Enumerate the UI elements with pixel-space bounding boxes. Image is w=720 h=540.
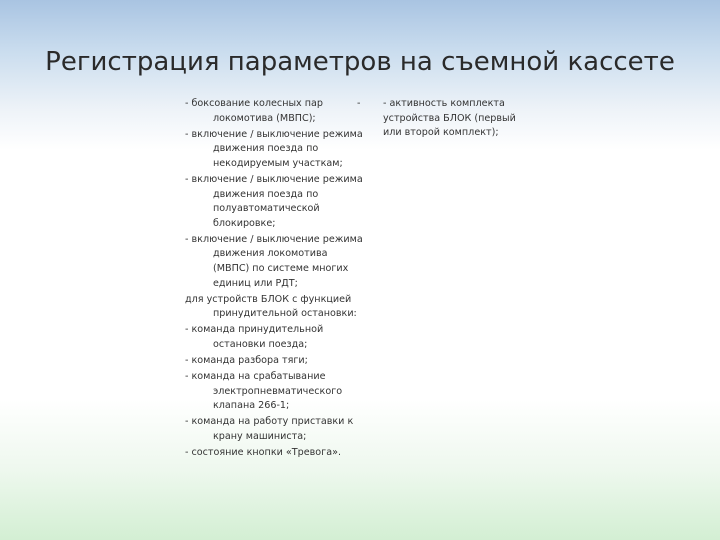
list-item: - активность комплекта устройства БЛОК (первый или второй комплект); bbox=[383, 98, 516, 139]
column-separator-dash: - bbox=[357, 98, 361, 109]
list-item: - включение / выключение режима движения поезда по некодируемым участкам; bbox=[185, 128, 363, 169]
list-item: - состояние кнопки «Тревога». bbox=[185, 447, 341, 459]
right-parameter-list bbox=[383, 97, 533, 142]
list-item: - команда на срабатывание электропневматического клапана 266-1; bbox=[185, 371, 343, 412]
list-item: - команда разбора тяги; bbox=[185, 355, 308, 367]
list-item: для устройств БЛОК с функцией принудительной остановки: bbox=[185, 293, 357, 320]
list-item: - включение / выключение режима движения поезда по полуавтоматической блокировке; bbox=[185, 173, 363, 229]
list-item: - команда на работу приставки к крану машиниста; bbox=[185, 416, 354, 443]
list-item: - боксование колесных пар локомотива (МВПС); bbox=[185, 98, 324, 124]
list-item: - команда принудительной остановки поезда; bbox=[185, 324, 324, 350]
list-item: - включение / выключение режима движения локомотива (МВПС) по системе многих единиц или РДТ; bbox=[185, 233, 363, 289]
left-parameter-list bbox=[185, 97, 365, 462]
slide-title: Регистрация параметров на съемной кассете bbox=[45, 47, 675, 77]
